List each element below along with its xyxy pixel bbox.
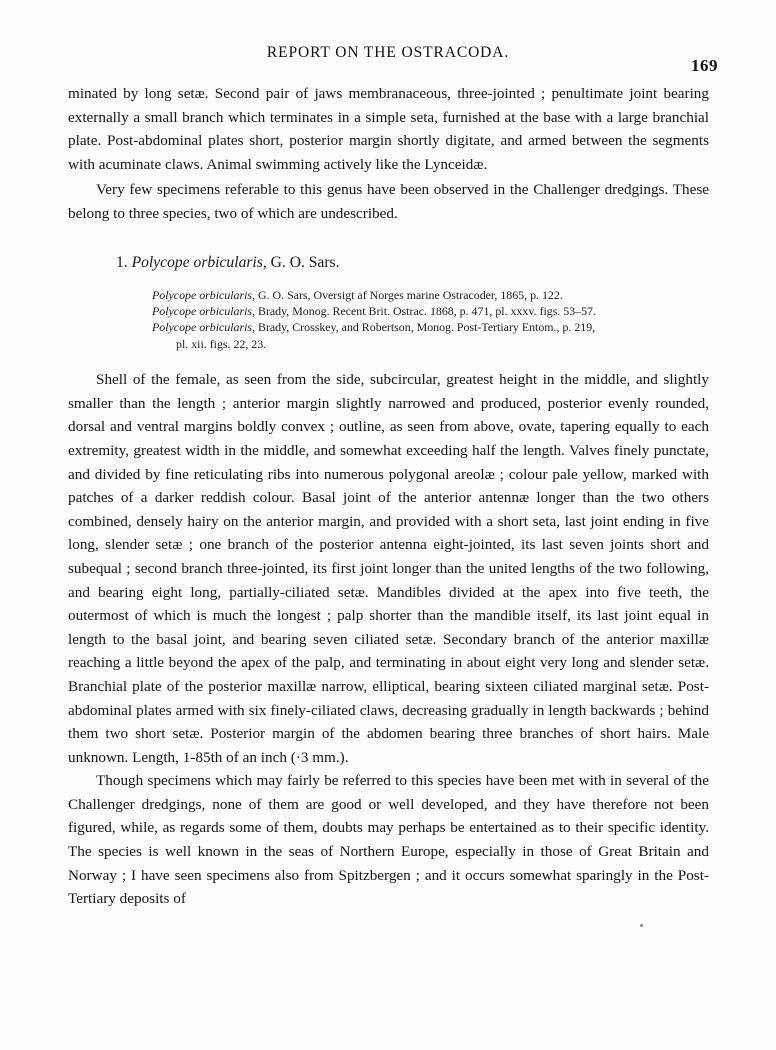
page-number: 169 [691,56,718,75]
synonymy-reference: , G. O. Sars, Oversigt af Norges marine Ostracoder, 1865, p. 122. [252,287,563,302]
synonymy-entry-continuation: pl. xii. figs. 22, 23. [176,336,267,351]
synonymy-taxon: Polycope orbicularis [152,303,253,318]
synonymy-entry [152,287,709,303]
paragraph-continued: minated by long setæ. Second pair of jaws membranaceous, three-jointed ; penultimate joint bearing externally a small branch which terminates in a simple seta, furnished at the base with a large branchial plate. Post-abdominal plates short, posterior margin shortly digitate, and armed between the segments with acuminate claws. Animal swimming actively like the Lynceidæ. [68,85,709,173]
synonymy-list [68,287,709,353]
species-number: 1. [116,253,128,271]
species-name: Polycope orbicularis [131,253,263,271]
paragraph-specimens: Very few specimens referable to this genus have been observed in the Challenger dredgings. These belong to three species, two of which are undescribed. [68,181,709,222]
paragraph-description: Shell of the female, as seen from the side, subcircular, greatest height in the middle, and slightly smaller than the length ; anterior margin slightly narrowed and produced, posterior evenly rounded, dorsal and ventral margins boldly convex ; outline, as seen from above, ovate, tapering equally to each extremity, greatest width in the middle, and somewhat exceeding half the length. Valves finely punctate, and divided by fine reticulating ribs into numerous polygonal areolæ ; colour pale yellow, marked with patches of a darker reddish colour. Basal joint of the anterior antennæ longer than the two others combined, densely hairy on the anterior margin, and provided with a short seta, last joint ending in five long, slender setæ ; one branch of the posterior antenna eight-jointed, its last seven joints short and subequal ; second branch three-jointed, its first joint longer than the united lengths of the two following, and bearing eight long, partially-ciliated setæ. Mandibles divided at the apex into five teeth, the outermost of which is much the longest ; palp shorter than the mandible itself, its last joint equal in length to the basal joint, and bearing seven ciliated setæ. Secondary branch of the anterior maxillæ reaching a little beyond the apex of the palp, and terminating in about eight very long and slender setæ. Branchial plate of the posterior maxillæ narrow, elliptical, bearing sixteen ciliated marginal setæ. Post-abdominal plates armed with six finely-ciliated claws, decreasing gradually in length backwards ; behind them two short setæ. Posterior margin of the abdomen bearing three branches of short hairs. Male unknown. Length, 1-85th of an inch (·3 mm.). [68,371,709,766]
synonymy-reference: , Brady, Monog. Recent Brit. Ostrac. 1868, p. 471, pl. xxxv. figs. 53–57. [252,303,596,318]
page-header [0,44,776,75]
synonymy-entry [152,319,709,335]
synonymy-taxon: Polycope orbicularis [152,320,253,335]
synonymy-taxon: Polycope orbicularis [152,287,253,302]
running-head: REPORT ON THE OSTRACODA. [266,44,510,61]
species-heading [68,253,709,273]
species-authority: , G. O. Sars. [262,253,340,271]
paragraph-remarks: Though specimens which may fairly be referred to this species have been met with in several of the Challenger dredgings, none of them are good or well developed, and they have therefore not been figured, while, as regards some of them, doubts may perhaps be entertained as to their specific identity. The species is well known in the seas of Northern Europe, especially in those of Great Britain and Norway ; I have seen specimens also from Spitzbergen ; and it occurs somewhat sparingly in the Post-Tertiary deposits of [68,772,709,908]
synonymy-reference: , Brady, Crosskey, and Robertson, Monog. Post-Tertiary Entom., p. 219, [252,320,596,335]
synonymy-entry [152,303,709,319]
page-speck [640,924,643,927]
body-text-column [68,82,709,911]
